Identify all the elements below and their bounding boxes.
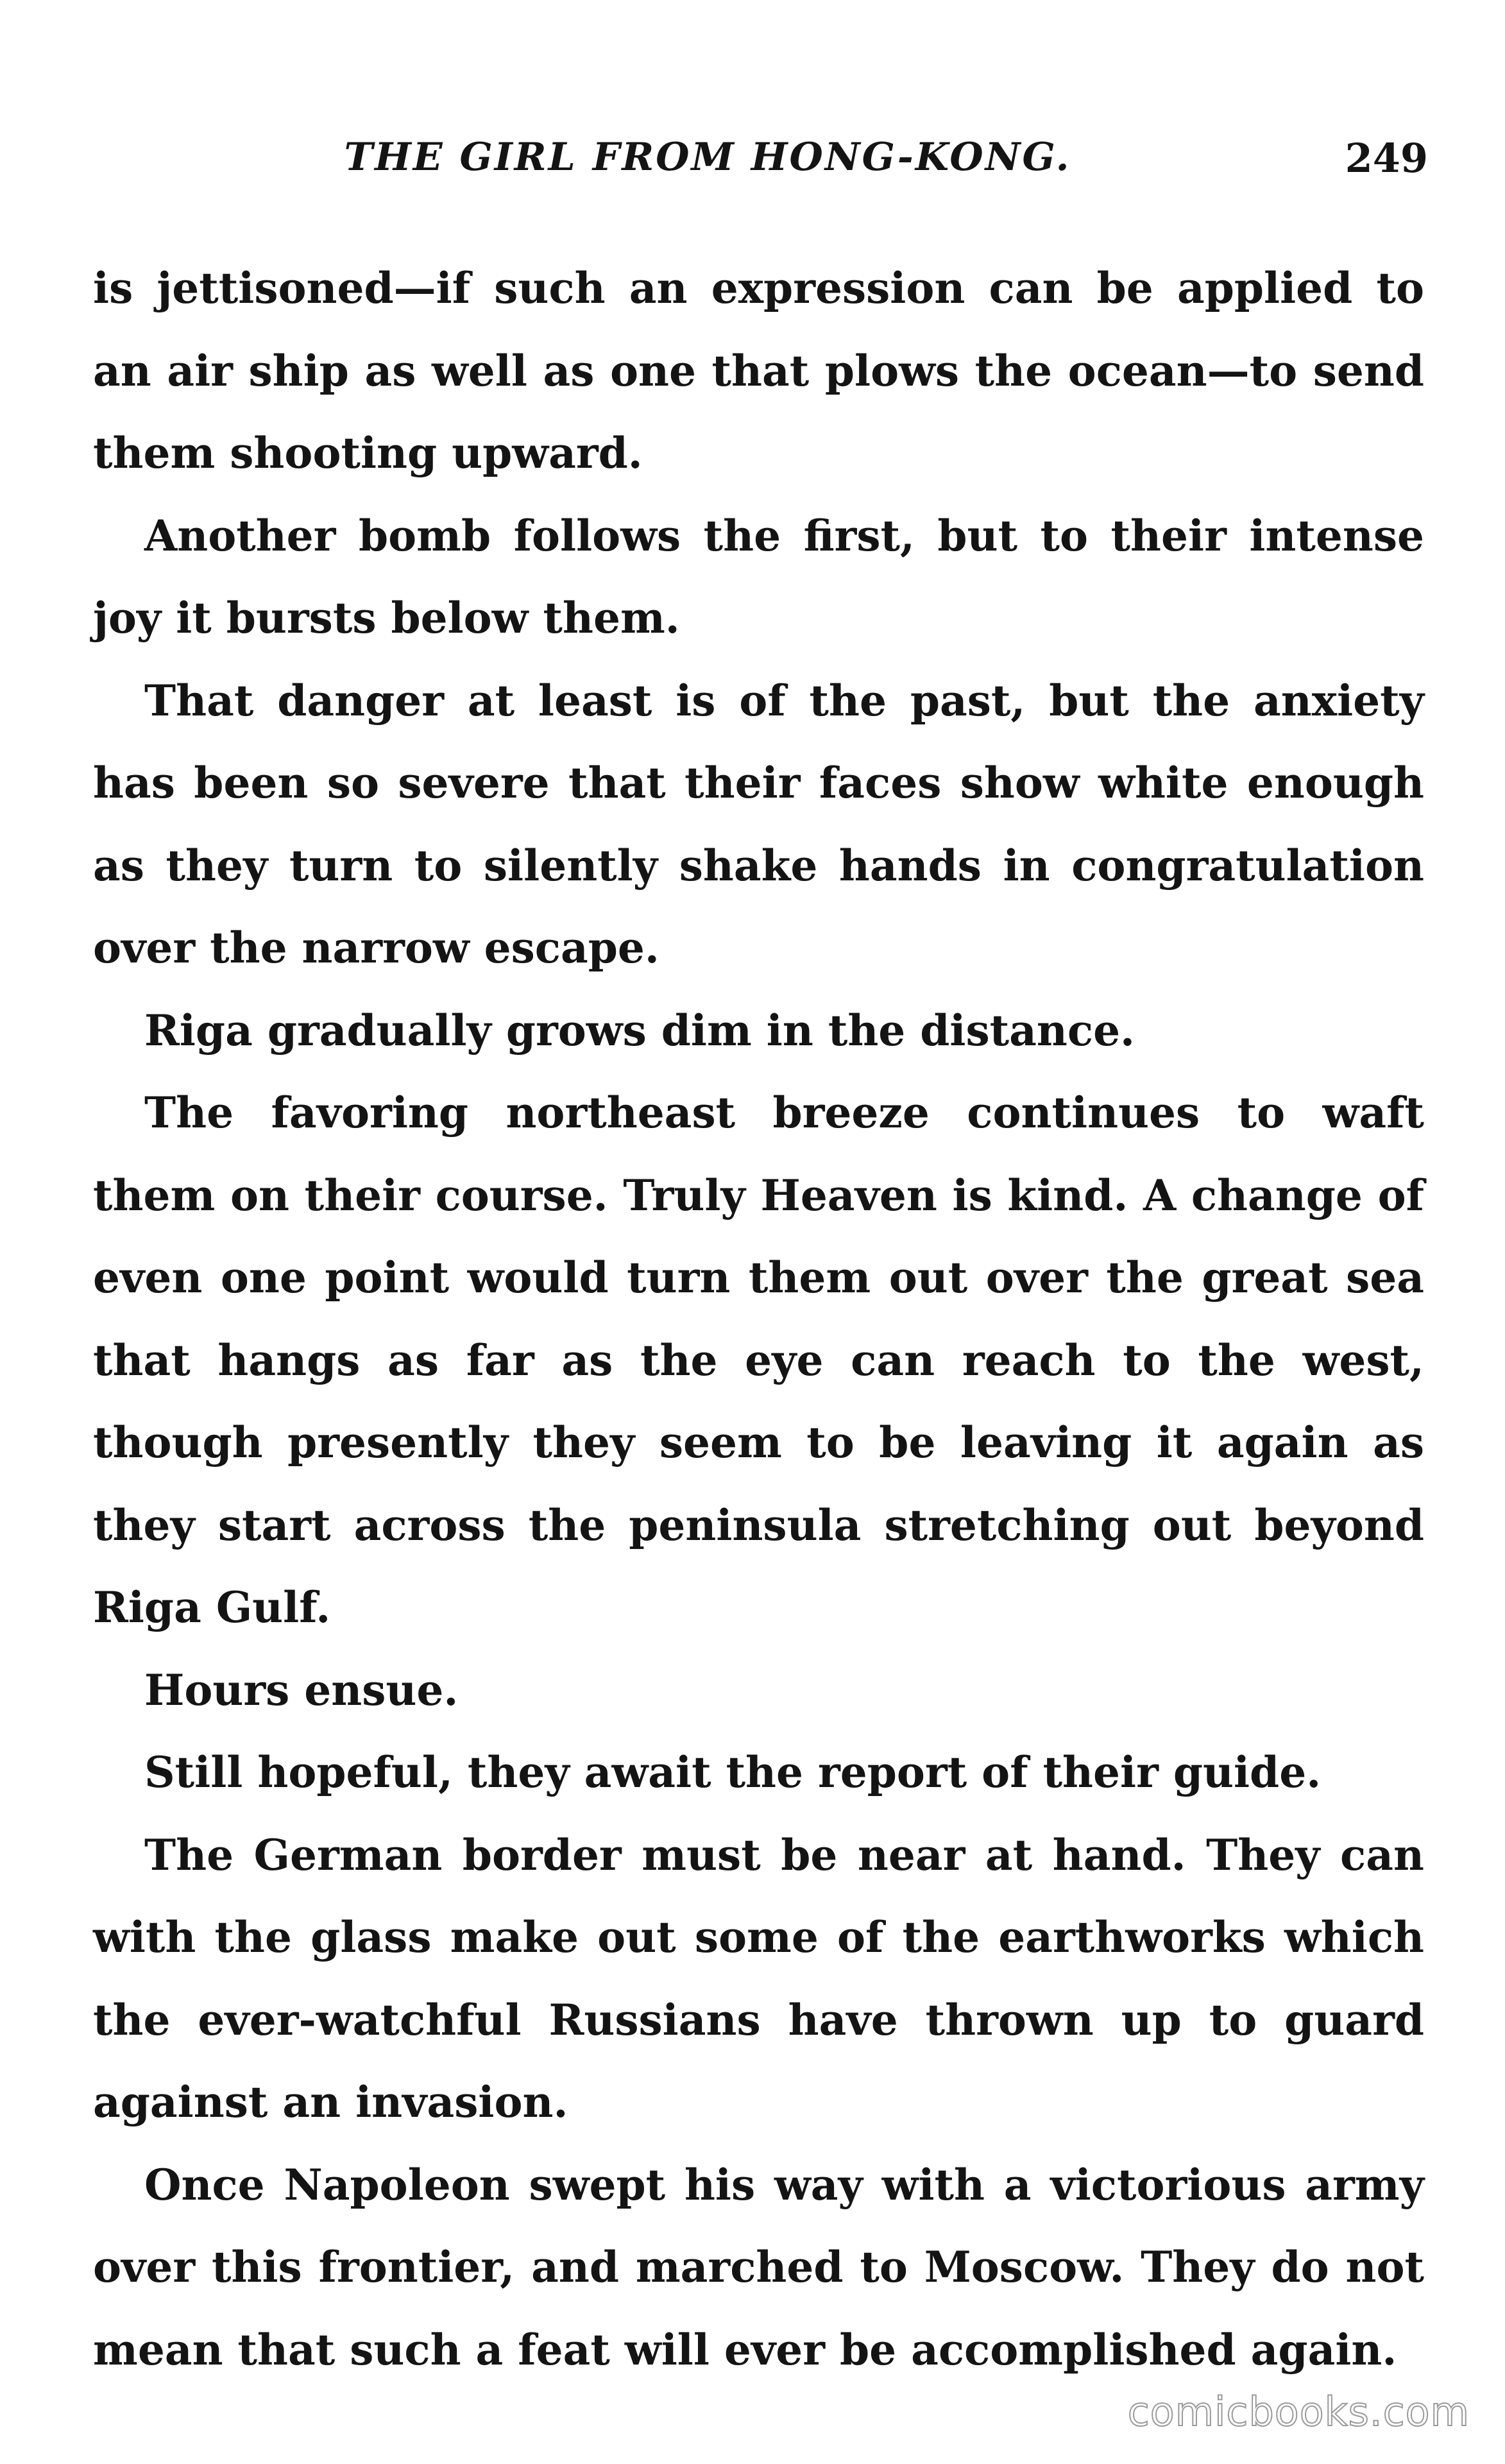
paragraph-2: Another bomb follows the first, but to their intense joy it bursts below them. (93, 510, 1424, 643)
paragraph-6: Hours ensue. (144, 1664, 459, 1715)
paragraph-7: Still hopeful, they await the report of their guide. (144, 1747, 1322, 1797)
paragraph-3: That danger at least is of the past, but the anxiety has been so severe that their faces show white enough as they turn to silently shake hands in congratulation over the narrow escape. (93, 675, 1424, 973)
paragraph-8: The German border must be near at hand. They can with the glass make out some of the earthworks which the ever-watchful Russians have thrown up to guard against an invasion. (93, 1829, 1424, 2127)
paragraph-9: Once Napoleon swept his way with a victorious army over this frontier, and marched to Moscow. They do not mean that such a feat will ever be accomplished again. (93, 2159, 1424, 2375)
paragraph-5: The favoring northeast breeze continues to waft them on their course. Truly Heaven is kind. A change of even one point would turn them out over the great sea that hangs as far as the eye can reach to the west, though presently they seem to be leaving it again as they start across the peninsula stretching out beyond Riga Gulf. (93, 1088, 1424, 1632)
watermark: comicbooks.com (1127, 2388, 1470, 2435)
body-text (93, 247, 1424, 2391)
running-head (141, 135, 1428, 205)
page-number: 249 (1345, 135, 1428, 182)
paragraph-1: is jettisoned—if such an expression can be applied to an air ship as well as one that plows the ocean—to send them shooting upward. (93, 263, 1424, 478)
paragraph-4: Riga gradually grows dim in the distance. (144, 1005, 1135, 1056)
running-title: THE GIRL FROM HONG-KONG. (344, 135, 1071, 180)
